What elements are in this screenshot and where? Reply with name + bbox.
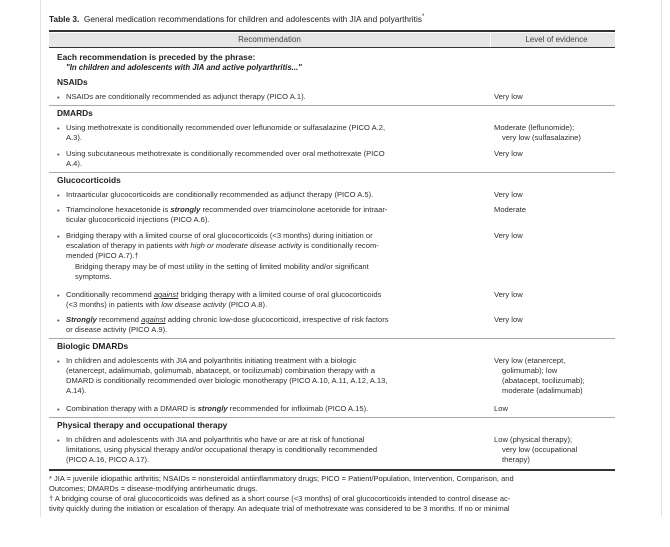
table-caption xyxy=(49,14,424,24)
section-title-physical-occupational-therapy: Physical therapy and occupational therapy xyxy=(57,420,228,430)
level-gc-3: Very low xyxy=(494,231,523,240)
text-run: (PICO A.8). xyxy=(228,300,268,309)
rec-gc-4-line2 xyxy=(66,300,267,309)
text-run: bridging therapy with a limited course of oral glucocorticoids xyxy=(180,290,382,299)
bullet: • xyxy=(57,206,60,215)
text-run: escalation of therapy in patients xyxy=(66,241,173,250)
level-dmards-2: Very low xyxy=(494,149,523,158)
rec-pt-1-line2: limitations, using physical therapy and/or occupational therapy is conditionally recommended xyxy=(66,445,378,454)
bullet: • xyxy=(57,124,60,133)
bullet: • xyxy=(57,232,60,241)
bullet: • xyxy=(57,436,60,445)
header-recommendation: Recommendation xyxy=(238,35,301,44)
level-bio-2: Low xyxy=(494,404,508,413)
rec-pt-1-line1: In children and adolescents with JIA and polyarthritis who have or are at risk of functional xyxy=(66,435,365,444)
intro-line: Each recommendation is preceded by the phrase: xyxy=(57,52,256,62)
level-bio-1-line4: moderate (adalimumab) xyxy=(502,386,583,395)
level-bio-1-line2: golimumab); low xyxy=(502,366,558,375)
text-run: Combination therapy with a DMARD is xyxy=(66,404,196,413)
level-gc-1: Very low xyxy=(494,190,523,199)
level-pt-1-line1: Low (physical therapy); xyxy=(494,435,573,444)
text-run: (<3 months) in patients with xyxy=(66,300,160,309)
text-run: recommended for infliximab (PICO A.15). xyxy=(229,404,369,413)
rec-gc-4-line1 xyxy=(66,290,381,299)
level-gc-4: Very low xyxy=(494,290,523,299)
rec-dmards-1-line1: Using methotrexate is conditionally recommended over leflunomide or sulfasalazine (PICO A.2, xyxy=(66,123,386,132)
footnote-abbreviations-line2: Outcomes; DMARDs = disease-modifying antirheumatic drugs. xyxy=(49,484,258,493)
table-title: General medication recommendations for children and adolescents with JIA and polyarthritis xyxy=(83,14,422,24)
level-pt-1-line2: very low (occupational xyxy=(502,445,578,454)
intro-phrase: "In children and adolescents with JIA and active polyarthritis..." xyxy=(66,63,302,72)
level-pt-1-line3: therapy) xyxy=(502,455,530,464)
level-dmards-1-line1: Moderate (leflunomide); xyxy=(494,123,575,132)
page-border-right xyxy=(661,0,662,547)
emphasis-against: against xyxy=(153,290,179,299)
rec-gc-5-line1 xyxy=(66,315,389,324)
page-border-left xyxy=(40,0,41,547)
rec-gc-2-line1 xyxy=(66,205,387,214)
footnote-bridging-line1: † A bridging course of oral glucocorticoids was defined as a short course (<3 months) of oral glucocorticoids intended to control disease ac- xyxy=(49,494,511,503)
rec-gc-3-note-line2: symptoms. xyxy=(75,272,112,281)
table-header xyxy=(49,33,615,47)
page-bottom-margin xyxy=(0,517,670,547)
table-label: Table 3. xyxy=(49,14,80,24)
level-bio-1-line3: (abatacept, tocilizumab); xyxy=(502,376,585,385)
emphasis-strongly: strongly xyxy=(197,404,228,413)
emphasis-against: against xyxy=(141,315,166,324)
rec-gc-2-line2: ticular glucocorticoid injections (PICO A.6). xyxy=(66,215,210,224)
rec-dmards-2-line2: A.4). xyxy=(66,159,83,168)
text-run: is conditionally recom- xyxy=(303,241,379,250)
bullet: • xyxy=(57,191,60,200)
text-run: recommend xyxy=(98,315,140,324)
rec-gc-3-line3: mended (PICO A.7).† xyxy=(66,251,139,260)
table-bottom-rule xyxy=(49,469,615,471)
rec-bio-2 xyxy=(66,404,368,413)
rec-bio-1-line1: In children and adolescents with JIA and polyarthritis initiating treatment with a biologic xyxy=(66,356,357,365)
section-divider xyxy=(49,417,615,418)
bullet: • xyxy=(57,291,60,300)
header-level-of-evidence: Level of evidence xyxy=(525,35,588,44)
footnote-bridging-line2: tivity quickly during the initiation or escalation of therapy. An adequate trial of methotrexate was considered to be 3 months. If no or minimal xyxy=(49,504,510,513)
rec-bio-1-line3: DMARD is conditionally recommended over biologic monotherapy (PICO A.10, A.11, A.12, A.13, xyxy=(66,376,388,385)
rec-gc-1: Intraarticular glucocorticoids are conditionally recommended as adjunct therapy (PICO A.5). xyxy=(66,190,374,199)
section-title-glucocorticoids: Glucocorticoids xyxy=(57,175,121,185)
level-gc-2: Moderate xyxy=(494,205,527,214)
text-run: recommended over triamcinolone acetonide for intraar- xyxy=(202,205,388,214)
section-title-biologic-dmards: Biologic DMARDs xyxy=(57,341,129,351)
bullet: • xyxy=(57,405,60,414)
section-divider xyxy=(49,172,615,173)
emphasis-low-activity: low disease activity xyxy=(161,300,227,309)
text-run: adding chronic low-dose glucocorticoid, irrespective of risk factors xyxy=(167,315,389,324)
rec-bio-1-line4: A.14). xyxy=(66,386,87,395)
rec-bio-1-line2: (etanercept, adalimumab, golimumab, abatacept, or tocilizumab) combination therapy with a xyxy=(66,366,375,375)
level-gc-5: Very low xyxy=(494,315,523,324)
section-divider xyxy=(49,105,615,106)
bullet: • xyxy=(57,150,60,159)
emphasis-strongly: strongly xyxy=(170,205,201,214)
rec-nsaids-1: NSAIDs are conditionally recommended as adjunct therapy (PICO A.1). xyxy=(66,92,306,101)
header-divider xyxy=(490,33,491,47)
bullet: • xyxy=(57,357,60,366)
rec-gc-3-line2 xyxy=(66,241,379,250)
emphasis-disease-activity: with high or moderate disease activity xyxy=(174,241,302,250)
text-run: Triamcinolone hexacetonide is xyxy=(66,205,169,214)
emphasis-strongly: Strongly xyxy=(66,315,97,324)
header-bottom-rule xyxy=(49,47,615,48)
rec-pt-1-line3: (PICO A.16, PICO A.17). xyxy=(66,455,150,464)
bullet: • xyxy=(57,93,60,102)
rec-gc-5-line2: or disease activity (PICO A.9). xyxy=(66,325,168,334)
rec-gc-3-note-line1: Bridging therapy may be of most utility in the setting of limited mobility and/or significant xyxy=(75,262,369,271)
rec-gc-3-line1: Bridging therapy with a limited course of oral glucocorticoids (<3 months) during initiation or xyxy=(66,231,373,240)
footnote-abbreviations-line1: * JIA = juvenile idiopathic arthritis; NSAIDs = nonsteroidal antiinflammatory drugs; PICO = Patient/Population, Intervention, Comparison, and xyxy=(49,474,514,483)
section-title-dmards: DMARDs xyxy=(57,108,93,118)
section-divider xyxy=(49,338,615,339)
rec-dmards-2-line1: Using subcutaneous methotrexate is conditionally recommended over oral methotrexate (PICO xyxy=(66,149,385,158)
table-top-rule xyxy=(49,30,615,32)
text-run: Conditionally recommend xyxy=(66,290,152,299)
level-bio-1-line1: Very low (etanercept, xyxy=(494,356,566,365)
rec-dmards-1-line2: A.3). xyxy=(66,133,83,142)
table-title-footnote-mark: * xyxy=(421,14,425,21)
level-dmards-1-line2: very low (sulfasalazine) xyxy=(502,133,581,142)
bullet: • xyxy=(57,316,60,325)
level-nsaids-1: Very low xyxy=(494,92,523,101)
section-title-nsaids: NSAIDs xyxy=(57,77,88,87)
